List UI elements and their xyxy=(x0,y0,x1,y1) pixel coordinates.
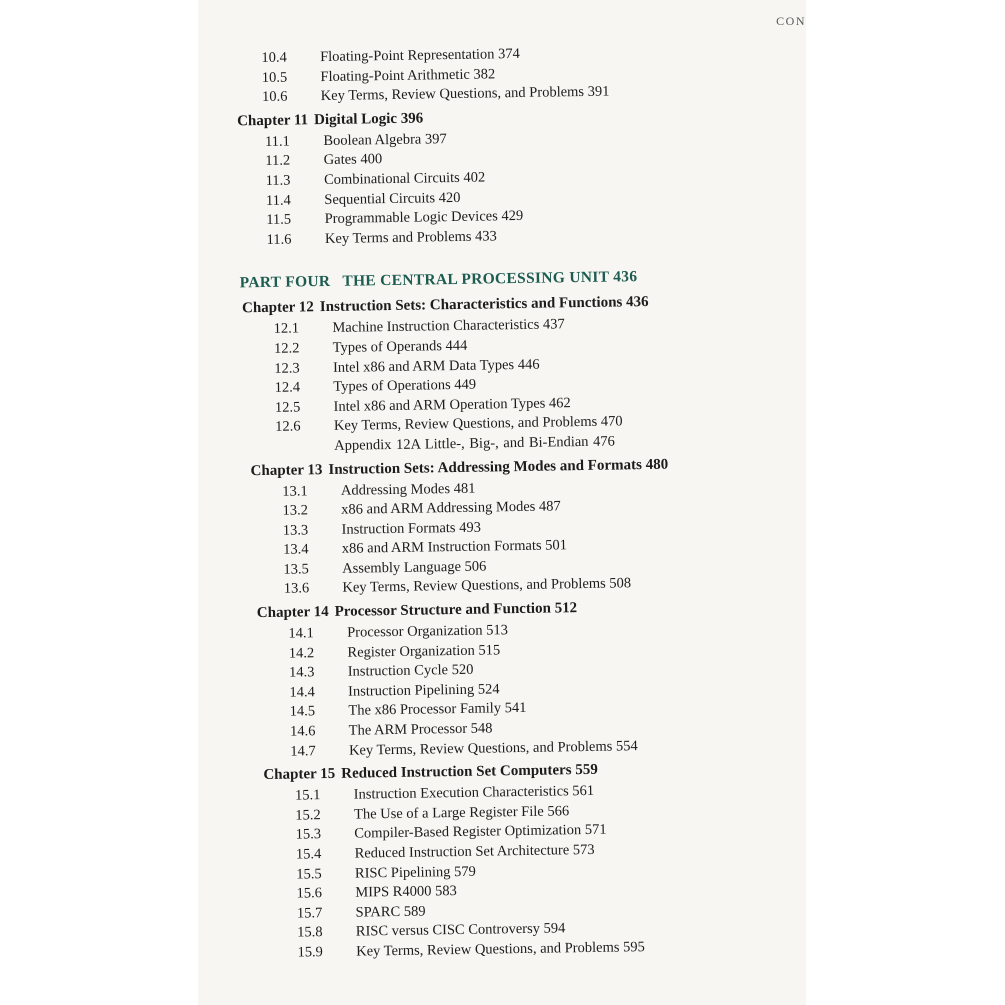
toc-content xyxy=(198,40,806,966)
section-number: 11.1 xyxy=(264,133,290,150)
section-title: Key Terms, Review Questions, and Problems 470 xyxy=(333,413,623,435)
section-title: RISC Pipelining 579 xyxy=(354,863,476,882)
chapter-label: Chapter 13 xyxy=(250,461,323,479)
chapter-title: Instruction Sets: Addressing Modes and Formats 480 xyxy=(328,456,669,478)
section-title: The ARM Processor 548 xyxy=(348,720,493,739)
section-title: x86 and ARM Addressing Modes 487 xyxy=(341,498,561,518)
section-title: Appendix 12A Little-, Big-, and Bi-Endian 476 xyxy=(334,433,615,454)
section-number: 14.2 xyxy=(288,644,315,662)
section-title: Register Organization 515 xyxy=(347,641,501,661)
section-number: 13.5 xyxy=(283,561,309,578)
section-number: 15.3 xyxy=(295,826,322,843)
section-title: Floating-Point Arithmetic 382 xyxy=(320,65,496,85)
section-title: Key Terms, Review Questions, and Problems 508 xyxy=(342,575,632,597)
part-title: THE CENTRAL PROCESSING UNIT 436 xyxy=(342,268,638,291)
section-number: 13.4 xyxy=(283,541,309,559)
section-number: 14.7 xyxy=(290,742,316,760)
section-number: 12.2 xyxy=(273,340,300,357)
section-title: Boolean Algebra 397 xyxy=(323,130,447,149)
section-title: Intel x86 and ARM Operation Types 462 xyxy=(333,394,571,415)
section-title: Processor Organization 513 xyxy=(347,622,509,641)
section-title: Floating-Point Representation 374 xyxy=(320,45,520,66)
chapter-label: Chapter 14 xyxy=(256,604,329,622)
section-title: Types of Operations 449 xyxy=(333,376,477,396)
section-number: 10.6 xyxy=(261,88,288,106)
section-number: 11.6 xyxy=(266,231,292,248)
section-number: 13.1 xyxy=(282,482,308,500)
chapter-label: Chapter 15 xyxy=(263,766,336,784)
section-number: 13.2 xyxy=(282,502,309,519)
section-number: 12.6 xyxy=(275,418,301,436)
section-title: Instruction Formats 493 xyxy=(341,519,482,538)
section-number: 14.6 xyxy=(289,723,316,740)
chapter-title: Instruction Sets: Characteristics and Functions 436 xyxy=(319,294,649,316)
chapter-title: Reduced Instruction Set Computers 559 xyxy=(341,762,598,783)
section-title: Key Terms, Review Questions, and Problems 391 xyxy=(320,83,610,105)
section-title: Compiler-Based Register Optimization 571 xyxy=(354,822,607,843)
section-number: 11.3 xyxy=(265,172,291,189)
section-number: 13.6 xyxy=(283,580,310,598)
section-title: Addressing Modes 481 xyxy=(340,480,476,499)
section-number: 14.1 xyxy=(288,625,314,642)
chapter-title: Digital Logic 396 xyxy=(313,110,424,128)
section-number: 11.4 xyxy=(265,192,291,209)
section-number: 10.5 xyxy=(261,69,288,86)
section-title: Reduced Instruction Set Architecture 573 xyxy=(354,841,595,862)
section-list xyxy=(202,312,806,459)
section-number: 15.2 xyxy=(295,806,321,824)
section-title: RISC versus CISC Controversy 594 xyxy=(355,920,566,941)
section-title: Programmable Logic Devices 429 xyxy=(324,208,524,228)
section-number: 15.6 xyxy=(296,885,323,902)
table-of-contents xyxy=(198,40,806,964)
part-label: PART FOUR xyxy=(239,273,331,292)
section-number xyxy=(242,450,334,451)
section-number: 15.5 xyxy=(296,865,322,883)
section-list xyxy=(210,779,806,965)
section-number: 12.4 xyxy=(274,379,301,396)
section-title: MIPS R4000 583 xyxy=(355,883,457,901)
section-number: 12.1 xyxy=(273,320,300,338)
section-number: 10.4 xyxy=(261,49,287,67)
chapter-label: Chapter 12 xyxy=(241,299,314,317)
section-title: Instruction Pipelining 524 xyxy=(347,681,500,700)
section-title: Key Terms and Problems 433 xyxy=(324,228,497,247)
section-number: 12.5 xyxy=(274,399,301,416)
section-title: The Use of a Large Register File 566 xyxy=(353,803,570,823)
section-title: Instruction Execution Characteristics 561 xyxy=(353,783,595,803)
left-margin xyxy=(0,0,198,1005)
section-title: x86 and ARM Instruction Formats 501 xyxy=(341,537,568,558)
chapter-title: Processor Structure and Function 512 xyxy=(334,600,578,620)
right-margin xyxy=(806,0,1005,1005)
section-list xyxy=(205,474,806,601)
book-page xyxy=(198,0,806,1005)
part-heading xyxy=(202,266,806,294)
section-list xyxy=(198,40,806,108)
section-title: Intel x86 and ARM Data Types 446 xyxy=(332,356,540,376)
section-number: 15.4 xyxy=(295,846,322,863)
section-number: 15.8 xyxy=(297,924,323,941)
section-title: Combinational Circuits 402 xyxy=(323,169,486,189)
section-title: Machine Instruction Characteristics 437 xyxy=(332,316,565,337)
section-title: Instruction Cycle 520 xyxy=(347,662,474,680)
chapter-label: Chapter 11 xyxy=(236,112,309,130)
section-number: 14.3 xyxy=(288,664,315,681)
section-number: 15.9 xyxy=(297,944,323,961)
section-title: The x86 Processor Family 541 xyxy=(348,700,527,720)
section-title: SPARC 589 xyxy=(355,903,426,921)
section-number: 14.4 xyxy=(289,684,315,701)
section-number: 15.1 xyxy=(294,787,321,804)
section-list xyxy=(207,616,806,763)
section-number: 14.5 xyxy=(289,703,316,721)
section-list xyxy=(199,124,806,251)
section-number: 11.5 xyxy=(266,211,292,229)
section-number: 15.7 xyxy=(296,904,323,922)
section-title: Key Terms, Review Questions, and Problems 595 xyxy=(356,939,645,960)
section-number: 12.3 xyxy=(274,359,300,377)
section-number: 11.2 xyxy=(265,152,291,170)
section-title: Sequential Circuits 420 xyxy=(324,189,461,208)
section-number: 13.3 xyxy=(282,522,309,539)
section-title: Types of Operands 444 xyxy=(332,337,468,356)
running-head: CON xyxy=(776,14,806,28)
section-title: Gates 400 xyxy=(323,151,383,169)
section-title: Key Terms, Review Questions, and Problems 554 xyxy=(348,737,638,759)
section-title: Assembly Language 506 xyxy=(342,558,487,577)
